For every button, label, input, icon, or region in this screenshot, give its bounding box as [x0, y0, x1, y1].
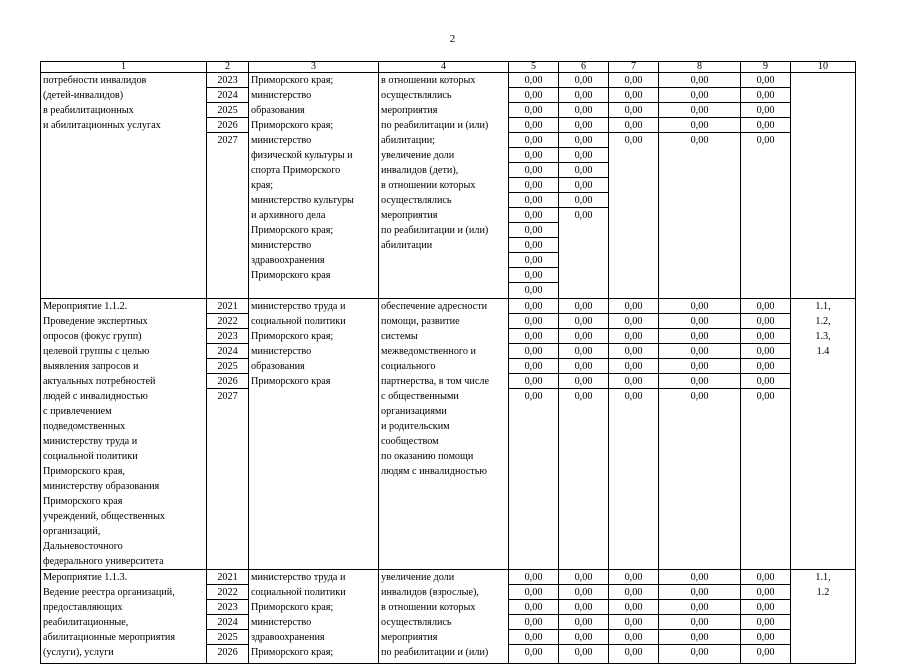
funding-value: 0,00: [609, 359, 658, 374]
indicator-ref: 1.2: [816, 587, 830, 598]
col-header-3: 3: [249, 62, 379, 73]
funding-value: 0,00: [659, 329, 740, 344]
result-line: и родительским: [381, 421, 450, 432]
funding-value: 0,00: [509, 133, 558, 148]
funding-value: 0,00: [609, 344, 658, 359]
responsible-line: физической культуры и: [251, 150, 353, 161]
activity-name-line: предоставляющих: [43, 602, 123, 613]
indicator-refs: [791, 73, 856, 299]
year-value: 2021: [207, 570, 248, 585]
result-line: в отношении которых: [381, 180, 476, 191]
responsible-executors: [249, 570, 379, 664]
funding-value: 0,00: [559, 163, 608, 178]
funding-value: 0,00: [559, 299, 608, 314]
activity-name: [41, 570, 207, 664]
funding-value: 0,00: [509, 344, 558, 359]
funding-value: 0,00: [741, 585, 790, 600]
funding-value: 0,00: [509, 630, 558, 645]
indicator-ref: 1.2,: [815, 316, 831, 327]
activity-name-line: Мероприятие 1.1.3.: [43, 572, 128, 583]
funding-value: 0,00: [741, 88, 790, 103]
indicator-ref: 1.3,: [815, 331, 831, 342]
responsible-line: министерство культуры: [251, 195, 354, 206]
result-line: обеспечение адресности: [381, 301, 488, 312]
program-table-sheet: [40, 61, 855, 658]
result-line: осуществлялись: [381, 617, 452, 628]
funding-value: 0,00: [559, 103, 608, 118]
col-header-7: 7: [609, 62, 659, 73]
funding-cell: [741, 73, 791, 299]
funding-value: 0,00: [609, 73, 658, 88]
header-row: [41, 62, 856, 73]
funding-value: 0,00: [524, 391, 543, 402]
expected-result: [379, 570, 509, 664]
year-value: 2025: [207, 103, 248, 118]
funding-cell: [659, 73, 741, 299]
activity-name-line: Дальневосточного: [43, 541, 123, 552]
responsible-line: спорта Приморского: [251, 165, 341, 176]
activity-name-line: министерству труда и: [43, 436, 138, 447]
funding-value: 0,00: [609, 600, 658, 615]
col-header-10: 10: [791, 62, 856, 73]
col-header-2: 2: [207, 62, 249, 73]
funding-value: 0,00: [559, 118, 608, 133]
funding-cell: [609, 73, 659, 299]
responsible-line: Приморского края;: [251, 602, 334, 613]
responsible-executors: [249, 299, 379, 570]
funding-value: 0,00: [659, 570, 740, 585]
activity-name-line: людей с инвалидностью: [43, 391, 148, 402]
responsible-line: здравоохранения: [251, 632, 325, 643]
activity-name-line: Приморского края,: [43, 466, 125, 477]
funding-value: 0,00: [559, 615, 608, 630]
activity-name-line: (услуги), услуги: [43, 647, 114, 658]
responsible-line: социальной политики: [251, 316, 346, 327]
activity-name-line: министерству образования: [43, 481, 160, 492]
activity-name-line: и абилитационных услугах: [43, 120, 161, 131]
responsible-line: и архивного дела: [251, 210, 326, 221]
funding-value: 0,00: [741, 630, 790, 645]
result-line: мероприятия: [381, 105, 438, 116]
result-line: с общественными: [381, 391, 459, 402]
funding-value: 0,00: [659, 600, 740, 615]
responsible-line: министерство: [251, 90, 312, 101]
funding-value: 0,00: [609, 329, 658, 344]
funding-value: 0,00: [659, 299, 740, 314]
result-line: людям с инвалидностью: [381, 466, 488, 477]
funding-value: 0,00: [756, 647, 775, 658]
funding-value: 0,00: [609, 570, 658, 585]
funding-value: 0,00: [559, 329, 608, 344]
funding-value: 0,00: [741, 570, 790, 585]
funding-value: 0,00: [509, 253, 558, 268]
funding-cell: [509, 570, 559, 664]
result-line: инвалидов (взрослые),: [381, 587, 479, 598]
activity-name: [41, 299, 207, 570]
funding-value: 0,00: [509, 299, 558, 314]
funding-value: 0,00: [574, 391, 593, 402]
year-value: 2023: [207, 600, 248, 615]
responsible-line: образования: [251, 361, 305, 372]
funding-cell: [609, 570, 659, 664]
result-line: сообществом: [381, 436, 439, 447]
funding-value: 0,00: [756, 391, 775, 402]
indicator-refs: [791, 299, 856, 570]
responsible-line: министерство: [251, 617, 312, 628]
funding-value: 0,00: [509, 103, 558, 118]
responsible-line: края;: [251, 180, 274, 191]
funding-value: 0,00: [559, 570, 608, 585]
activity-name-line: опросов (фокус групп): [43, 331, 142, 342]
funding-value: 0,00: [509, 193, 558, 208]
activity-name-line: Проведение экспертных: [43, 316, 148, 327]
activity-name-line: Ведение реестра организаций,: [43, 587, 175, 598]
funding-value: 0,00: [559, 133, 608, 148]
result-line: инвалидов (дети),: [381, 165, 459, 176]
activity-name-line: актуальных потребностей: [43, 376, 156, 387]
activity-name: [41, 73, 207, 299]
responsible-line: министерство: [251, 135, 312, 146]
funding-value: 0,00: [609, 103, 658, 118]
funding-value: 0,00: [659, 103, 740, 118]
page-number: 2: [449, 33, 456, 45]
funding-cell: [659, 299, 741, 570]
activity-name-line: федерального университета: [43, 556, 164, 567]
funding-value: 0,00: [559, 178, 608, 193]
funding-value: 0,00: [524, 285, 543, 296]
activity-name-line: реабилитационные,: [43, 617, 129, 628]
funding-value: 0,00: [509, 570, 558, 585]
funding-value: 0,00: [741, 314, 790, 329]
table-row: [41, 299, 856, 570]
result-line: мероприятия: [381, 632, 438, 643]
year-value: 2027: [217, 391, 238, 402]
result-line: по реабилитации и (или): [381, 647, 489, 658]
funding-value: 0,00: [741, 118, 790, 133]
funding-value: 0,00: [509, 268, 558, 283]
activity-name-line: (детей-инвалидов): [43, 90, 124, 101]
expected-result: [379, 299, 509, 570]
result-line: партнерства, в том числе: [381, 376, 489, 387]
result-line: осуществлялись: [381, 90, 452, 101]
activity-name-line: в реабилитационных: [43, 105, 134, 116]
responsible-line: Приморского края;: [251, 331, 334, 342]
year-value: 2024: [207, 88, 248, 103]
table-row: [41, 73, 856, 299]
funding-cell: [659, 570, 741, 664]
funding-value: 0,00: [609, 299, 658, 314]
funding-value: 0,00: [509, 208, 558, 223]
funding-value: 0,00: [509, 329, 558, 344]
funding-value: 0,00: [659, 118, 740, 133]
activity-name-line: с привлечением: [43, 406, 112, 417]
responsible-line: Приморского края;: [251, 75, 334, 86]
funding-value: 0,00: [659, 314, 740, 329]
activity-name-line: учреждений, общественных: [43, 511, 166, 522]
funding-value: 0,00: [624, 647, 643, 658]
result-line: по оказанию помощи: [381, 451, 474, 462]
result-line: увеличение доли: [381, 572, 455, 583]
funding-value: 0,00: [509, 615, 558, 630]
result-line: межведомственного и: [381, 346, 476, 357]
funding-value: 0,00: [509, 118, 558, 133]
funding-value: 0,00: [624, 391, 643, 402]
funding-cell: [509, 73, 559, 299]
year-value: 2026: [207, 118, 248, 133]
responsible-line: Приморского края: [251, 376, 331, 387]
funding-value: 0,00: [741, 73, 790, 88]
funding-value: 0,00: [741, 344, 790, 359]
col-header-1: 1: [41, 62, 207, 73]
funding-value: 0,00: [741, 103, 790, 118]
funding-value: 0,00: [659, 615, 740, 630]
year-value: 2021: [207, 299, 248, 314]
funding-value: 0,00: [659, 630, 740, 645]
activity-name-line: целевой группы с целью: [43, 346, 150, 357]
result-line: социального: [381, 361, 436, 372]
years-cell: [207, 570, 249, 664]
funding-value: 0,00: [559, 88, 608, 103]
funding-value: 0,00: [559, 73, 608, 88]
responsible-line: министерство труда и: [251, 301, 346, 312]
year-value: 2024: [207, 344, 248, 359]
funding-value: 0,00: [609, 118, 658, 133]
funding-value: 0,00: [509, 238, 558, 253]
year-value: 2023: [207, 329, 248, 344]
responsible-line: образования: [251, 105, 305, 116]
activity-name-line: абилитационные мероприятия: [43, 632, 176, 643]
result-line: организациями: [381, 406, 447, 417]
funding-value: 0,00: [509, 88, 558, 103]
funding-value: 0,00: [624, 135, 643, 146]
funding-value: 0,00: [741, 615, 790, 630]
funding-value: 0,00: [756, 135, 775, 146]
col-header-5: 5: [509, 62, 559, 73]
funding-value: 0,00: [559, 630, 608, 645]
responsible-line: Приморского края;: [251, 225, 334, 236]
funding-value: 0,00: [559, 344, 608, 359]
funding-value: 0,00: [509, 163, 558, 178]
result-line: в отношении которых: [381, 602, 476, 613]
responsible-line: Приморского края;: [251, 120, 334, 131]
funding-value: 0,00: [509, 73, 558, 88]
col-header-9: 9: [741, 62, 791, 73]
funding-value: 0,00: [741, 600, 790, 615]
indicator-ref: 1.4: [816, 346, 830, 357]
funding-value: 0,00: [609, 630, 658, 645]
responsible-line: министерство труда и: [251, 572, 346, 583]
funding-value: 0,00: [559, 193, 608, 208]
funding-value: 0,00: [509, 314, 558, 329]
funding-value: 0,00: [509, 600, 558, 615]
funding-cell: [609, 299, 659, 570]
years-cell: [207, 73, 249, 299]
funding-cell: [741, 299, 791, 570]
year-value: 2024: [207, 615, 248, 630]
activity-name-line: организаций,: [43, 526, 101, 537]
program-table: [40, 61, 856, 664]
funding-value: 0,00: [559, 374, 608, 389]
funding-value: 0,00: [509, 148, 558, 163]
activity-name-line: подведомственных: [43, 421, 126, 432]
funding-value: 0,00: [509, 585, 558, 600]
funding-cell: [559, 570, 609, 664]
result-line: системы: [381, 331, 418, 342]
funding-value: 0,00: [509, 178, 558, 193]
result-line: мероприятия: [381, 210, 438, 221]
activity-name-line: социальной политики: [43, 451, 138, 462]
funding-value: 0,00: [559, 600, 608, 615]
activity-name-line: Приморского края: [43, 496, 123, 507]
funding-value: 0,00: [609, 374, 658, 389]
result-line: увеличение доли: [381, 150, 455, 161]
funding-value: 0,00: [559, 585, 608, 600]
funding-cell: [509, 299, 559, 570]
funding-value: 0,00: [741, 359, 790, 374]
funding-value: 0,00: [559, 148, 608, 163]
funding-value: 0,00: [609, 615, 658, 630]
result-line: осуществлялись: [381, 195, 452, 206]
funding-value: 0,00: [574, 647, 593, 658]
funding-value: 0,00: [509, 374, 558, 389]
funding-value: 0,00: [690, 647, 709, 658]
funding-cell: [559, 299, 609, 570]
result-line: по реабилитации и (или): [381, 120, 489, 131]
expected-result: [379, 73, 509, 299]
responsible-line: здравоохранения: [251, 255, 325, 266]
funding-value: 0,00: [690, 391, 709, 402]
col-header-6: 6: [559, 62, 609, 73]
funding-cell: [559, 73, 609, 299]
funding-value: 0,00: [559, 314, 608, 329]
activity-name-line: Мероприятие 1.1.2.: [43, 301, 128, 312]
funding-value: 0,00: [609, 585, 658, 600]
funding-value: 0,00: [509, 223, 558, 238]
responsible-line: министерство: [251, 240, 312, 251]
funding-value: 0,00: [559, 359, 608, 374]
responsible-executors: [249, 73, 379, 299]
year-value: 2025: [207, 359, 248, 374]
result-line: абилитации: [381, 240, 433, 251]
indicator-ref: 1.1,: [815, 301, 831, 312]
funding-value: 0,00: [659, 359, 740, 374]
responsible-line: Приморского края: [251, 270, 331, 281]
year-value: 2026: [217, 647, 238, 658]
responsible-line: министерство: [251, 346, 312, 357]
col-header-8: 8: [659, 62, 741, 73]
responsible-line: социальной политики: [251, 587, 346, 598]
year-value: 2025: [207, 630, 248, 645]
result-line: помощи, развитие: [381, 316, 460, 327]
funding-value: 0,00: [574, 210, 593, 221]
funding-value: 0,00: [659, 585, 740, 600]
funding-value: 0,00: [609, 314, 658, 329]
result-line: в отношении которых: [381, 75, 476, 86]
result-line: абилитации;: [381, 135, 435, 146]
funding-value: 0,00: [509, 359, 558, 374]
col-header-4: 4: [379, 62, 509, 73]
year-value: 2022: [207, 585, 248, 600]
indicator-ref: 1.1,: [815, 572, 831, 583]
year-value: 2022: [207, 314, 248, 329]
indicator-refs: [791, 570, 856, 664]
table-row: [41, 570, 856, 664]
funding-value: 0,00: [741, 329, 790, 344]
funding-value: 0,00: [659, 88, 740, 103]
funding-value: 0,00: [741, 299, 790, 314]
years-cell: [207, 299, 249, 570]
funding-value: 0,00: [741, 374, 790, 389]
funding-cell: [741, 570, 791, 664]
funding-value: 0,00: [690, 135, 709, 146]
funding-value: 0,00: [659, 73, 740, 88]
responsible-line: Приморского края;: [251, 647, 334, 658]
year-value: 2023: [207, 73, 248, 88]
funding-value: 0,00: [659, 344, 740, 359]
funding-value: 0,00: [609, 88, 658, 103]
funding-value: 0,00: [659, 374, 740, 389]
funding-value: 0,00: [524, 647, 543, 658]
year-value: 2027: [217, 135, 238, 146]
result-line: по реабилитации и (или): [381, 225, 489, 236]
activity-name-line: потребности инвалидов: [43, 75, 147, 86]
year-value: 2026: [207, 374, 248, 389]
activity-name-line: выявления запросов и: [43, 361, 139, 372]
